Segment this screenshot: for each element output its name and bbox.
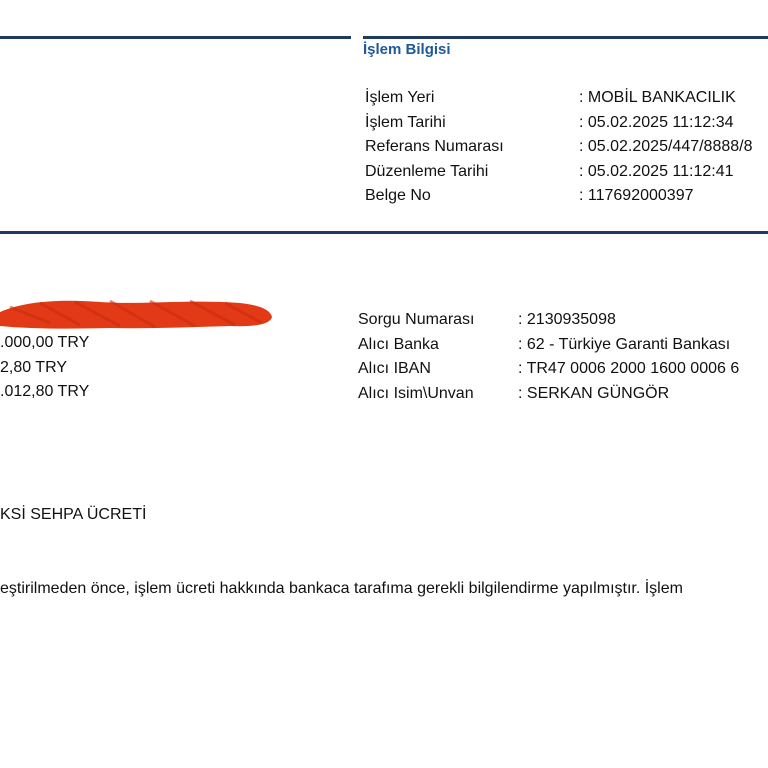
query-label: Alıcı Banka xyxy=(358,335,439,353)
amount-line: .000,00 TRY xyxy=(0,334,90,351)
amount-line: 2,80 TRY xyxy=(0,358,68,376)
info-label: Referans Numarası xyxy=(365,138,504,155)
query-value: : 2130935098 xyxy=(518,311,616,328)
islem-bilgisi-title: İşlem Bilgisi xyxy=(363,41,451,58)
middle-divider xyxy=(0,231,768,234)
info-label: Belge No xyxy=(365,187,431,204)
info-value: : MOBİL BANKACILIK xyxy=(579,89,736,106)
aciklama-text: KSİ SEHPA ÜCRETİ xyxy=(0,506,147,523)
info-value: : 05.02.2025 11:12:34 xyxy=(579,113,734,131)
query-label: Alıcı Isim\Unvan xyxy=(358,384,474,402)
redaction-scribble xyxy=(0,293,275,333)
disclaimer-text: eştirilmeden önce, işlem ücreti hakkında bankaca tarafıma gerekli bilgilendirme yapılmıştır. İşlem xyxy=(0,580,683,597)
query-label: Sorgu Numarası xyxy=(358,311,475,328)
amounts-block xyxy=(0,331,89,405)
query-value: : 62 - Türkiye Garanti Bankası xyxy=(518,335,731,353)
query-value: : TR47 0006 2000 1600 0006 6 xyxy=(518,360,740,377)
info-value: : 05.02.2025 11:12:41 xyxy=(579,162,734,180)
info-value: : 05.02.2025/447/8888/8 xyxy=(579,138,753,155)
top-right-divider xyxy=(363,36,768,39)
info-label: Düzenleme Tarihi xyxy=(365,162,489,180)
query-label: Alıcı IBAN xyxy=(358,360,431,377)
top-left-divider xyxy=(0,36,351,39)
info-label: İşlem Tarihi xyxy=(365,113,446,131)
amount-line: .012,80 TRY xyxy=(0,383,90,400)
query-value: : SERKAN GÜNGÖR xyxy=(518,384,670,402)
info-value: : 117692000397 xyxy=(579,187,694,204)
info-label: İşlem Yeri xyxy=(365,89,435,106)
